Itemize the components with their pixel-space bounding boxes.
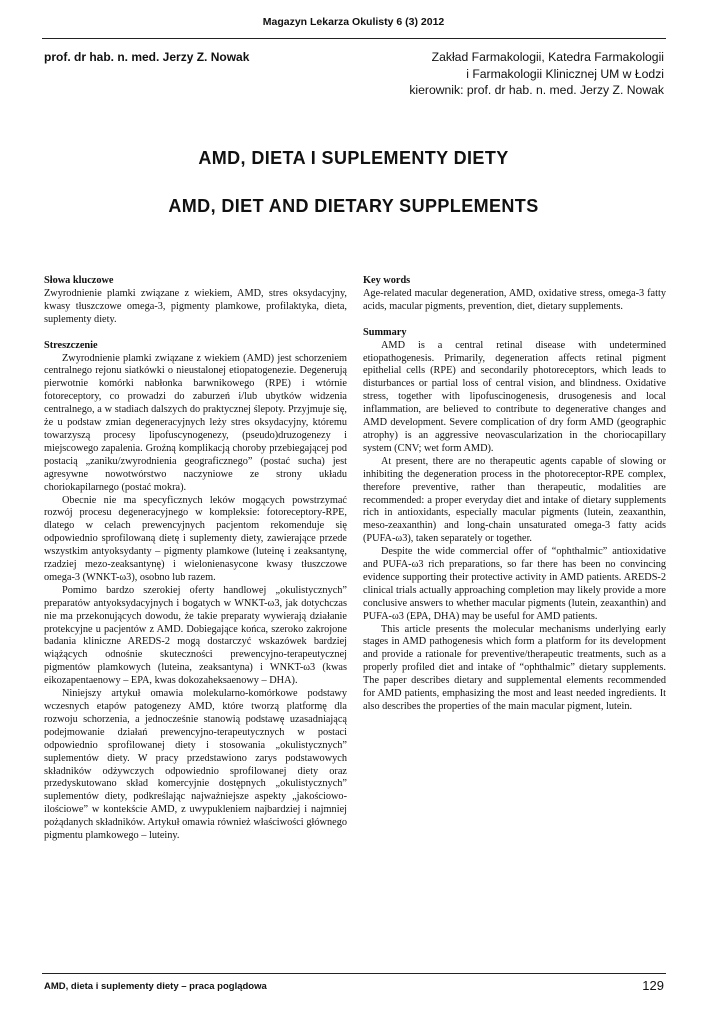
summary-paragraph: This article presents the molecular mechanisms underlying early stages in AMD pathogenesis which form a platform for its development and provide a rationale for preventive/therapeutic treatments, such as a properly profiled diet and intake of “ophthalmic” dietary supplements. The paper describes dietary and supplemental elements recommended for AMD patients, emphasizing the most and least needed ingredients. It also describes the properties of the main macular pigment, lutein. bbox=[363, 623, 666, 712]
abstract-paragraph: Zwyrodnienie plamki związane z wiekiem (AMD) jest schorzeniem centralnego rejonu siatkówki o nieustalonej etiopatogenezie. Degenerują pierwotnie komórki nabłonka barwnikowego (RPE) i wtórnie fotoreceptory, co prowadzi do zaburzeń i/lub ubytków widzenia centralnego, a w stadiach dalszych do praktycznej ślepoty. Przyjmuje się, że u podstaw zmian degeneracyjnych leży stres oksydacyjny, któremu towarzyszą procesy lipofuscynogenezy, (pseudo)druzogenezy i miejscowego zapalenia. Groźną komplikacją choroby przebiegającej pod postacią „zaniku/zwyrodnienia geograficznego” (postać sucha) jest agresywne nowotwórstwo naczyniowe ze strony układu choriokapilarnego (postać mokra). bbox=[44, 352, 347, 493]
abstract-paragraph: Pomimo bardzo szerokiej oferty handlowej „okulistycznych” preparatów antyoksydacyjnych i bogatych w WNKT-ω3, jak dotychczas nie ma przekonujących dowodu, że takie preparaty wywierają działanie protekcyjne u pacjentów z AMD. Dobiegające końca, szeroko zakrojone badania kliniczne AREDS-2 mogą dostarczyć wskazówek bardziej wiążących odnośnie skuteczności prewencyjno-terapeutycznej pigmentów plamkowych (luteina, zeaksantyna) i WNKT-ω3 (kwas eikozapentaenowy – EPA, kwas dokozaheksaenowy – DHA). bbox=[44, 584, 347, 687]
affiliation-line: kierownik: prof. dr hab. n. med. Jerzy Z. Nowak bbox=[409, 83, 664, 97]
keywords-heading: Key words bbox=[363, 275, 411, 286]
title-english: AMD, DIET AND DIETARY SUPPLEMENTS bbox=[168, 196, 539, 216]
keywords-text: Zwyrodnienie plamki związane z wiekiem, AMD, stres oksydacyjny, kwasy tłuszczowe omega-3, pigmenty plamkowe, profilaktyka, dieta, suplementy diety. bbox=[44, 287, 347, 325]
affiliation-line: Zakład Farmakologii, Katedra Farmakologii bbox=[431, 50, 664, 64]
polish-column bbox=[44, 275, 347, 843]
affiliation bbox=[409, 49, 664, 99]
header-rule bbox=[42, 38, 666, 39]
abstract-paragraph: Niniejszy artykuł omawia molekularno-komórkowe podstawy wczesnych etapów patogenezy AMD, które tworzą platformę dla rozwoju schorzenia, a jednocześnie stanowią podstawę uzasadniającą podejmowanie działań prewencyjno-terapeutycznych w postaci odpowiednio sprofilowanej diety i stosowania „okulistycznych” suplementów diety. W pracy przedstawiono zarys podstawowych składników odżywczych odpowiednio sprofilowanej diety oraz przedyskutowano skład komercyjnie dostępnych „okulistycznych” suplementów diety, podkreślając najważniejsze aspekty „jakościowo-ilościowe” w kontekście AMD, z uwypukleniem najbardziej i najmniej pożądanych składników. Artykuł omawia również właściwości głównego pigmentu plamkowego – luteiny. bbox=[44, 688, 347, 842]
summary-paragraph: AMD is a central retinal disease with undetermined etiopathogenesis. Primarily, degeneration affects retinal pigment epithelial cells (RPE) and secondarily photoreceptors, which leads to disturbances or partial loss of central vision, and blindness. Oxidative stress, together with lipofuscinogenesis, drusogenesis and local inflammation, are believed to contribute to degenerative changes and AMD development. Severe complication of dry form AMD (geographic atrophy) is an aggressive neovascularization in the choriocapillary system (CNV; wet form AMD). bbox=[363, 339, 666, 454]
abstract-heading: Streszczenie bbox=[44, 339, 98, 351]
keywords-text: Age-related macular degeneration, AMD, oxidative stress, omega-3 fatty acids, macular pigments, prevention, diet, dietary supplements. bbox=[363, 287, 666, 312]
summary-paragraph: At present, there are no therapeutic agents capable of slowing or inhibiting the degeneration process in the photoreceptor-RPE complex, therefore preventive, rather than therapeutic, modalities are recommended: a proper everyday diet and intake of dietary supplements rich in antioxidants, especially macular pigments (lutein, zeaxanthin, meso-zeaxanthin) and long-chain unsaturated omega-3 fatty acids (PUFA-ω3), taken separately or together. bbox=[363, 455, 666, 545]
page-number: 129 bbox=[642, 978, 664, 993]
abstract-paragraph: Obecnie nie ma specyficznych leków mogących powstrzymać rozwój procesu degeneracyjnego w kompleksie: fotoreceptory-RPE, dlatego w celach prewencyjnych pacjentom rekomenduje się odpowiednio sprofilowaną dietę i suplementy diety, zawierające przede wszystkim antyoksydanty – pigmenty plamkowe (luteinę i zeaksantynę, rzadziej mezo-zeaksantynę) i wielonienasycone kwasy tłuszczowe omega-3 (WNKT-ω3), osobno lub razem. bbox=[44, 494, 347, 583]
keywords-heading: Słowa kluczowe bbox=[44, 275, 114, 286]
journal-header: Magazyn Lekarza Okulisty 6 (3) 2012 bbox=[262, 16, 445, 28]
footer-rule bbox=[42, 973, 666, 974]
affiliation-line: i Farmakologii Klinicznej UM w Łodzi bbox=[466, 66, 664, 81]
running-title: AMD, dieta i suplementy diety – praca poglądowa bbox=[44, 981, 267, 992]
title-polish: AMD, DIETA I SUPLEMENTY DIETY bbox=[198, 148, 509, 168]
english-column bbox=[363, 275, 666, 714]
summary-heading: Summary bbox=[363, 326, 407, 338]
author-name: prof. dr hab. n. med. Jerzy Z. Nowak bbox=[44, 50, 250, 64]
summary-paragraph: Despite the wide commercial offer of “ophthalmic” antioxidative and PUFA-ω3 rich preparations, so far there has been no convincing evidence supporting their protective activity in AMD patients. AREDS-2 clinical trials actually approaching completion may likely provide a more conclusive answers to whether macular pigments (lutein, zeaxanthin) and PUFA-ω3 (EPA, DHA) may be useful for AMD patients. bbox=[363, 546, 666, 622]
